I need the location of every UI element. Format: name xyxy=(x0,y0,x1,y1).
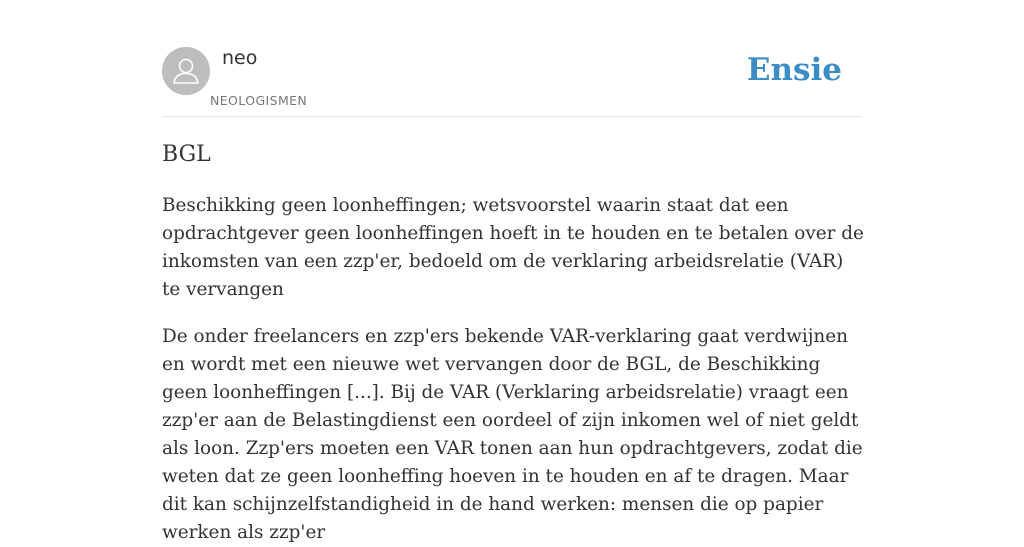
entry-title: BGL xyxy=(162,142,211,167)
entry-content xyxy=(162,138,864,547)
entry-header xyxy=(162,0,862,117)
entry-definition: Beschikking geen loonheffingen; wetsvoorstel waarin staat dat een opdrachtgever geen loonheffingen hoeft in te houden en te betalen over de inkomsten van een zzp'er, bedoeld om de verklaring arbeidsrelatie (VAR) te vervangen xyxy=(162,195,864,300)
site-logo[interactable]: Ensie xyxy=(746,52,842,88)
category-link[interactable]: NEOLOGISMEN xyxy=(210,93,308,108)
entry-example: De onder freelancers en zzp'ers bekende VAR-verklaring gaat verdwijnen en wordt met een nieuwe wet vervangen door de BGL, de Beschikking geen loonheffingen [...]. Bij de VAR (Verklaring arbeidsrelatie) vraagt een zzp'er aan de Belastingdienst een oordeel of zijn inkomen wel of niet geldt als loon. Zzp'ers moeten een VAR tonen aan hun opdrachtgevers, zodat die weten dat ze geen loonheffing hoeven in te houden en af te dragen. Maar dit kan schijnzelfstandigheid in de hand werken: mensen die op papier werken als zzp'er xyxy=(162,326,863,543)
user-silhouette-icon xyxy=(162,47,210,95)
author-avatar[interactable] xyxy=(162,47,210,95)
author-name[interactable]: neo xyxy=(222,47,258,69)
